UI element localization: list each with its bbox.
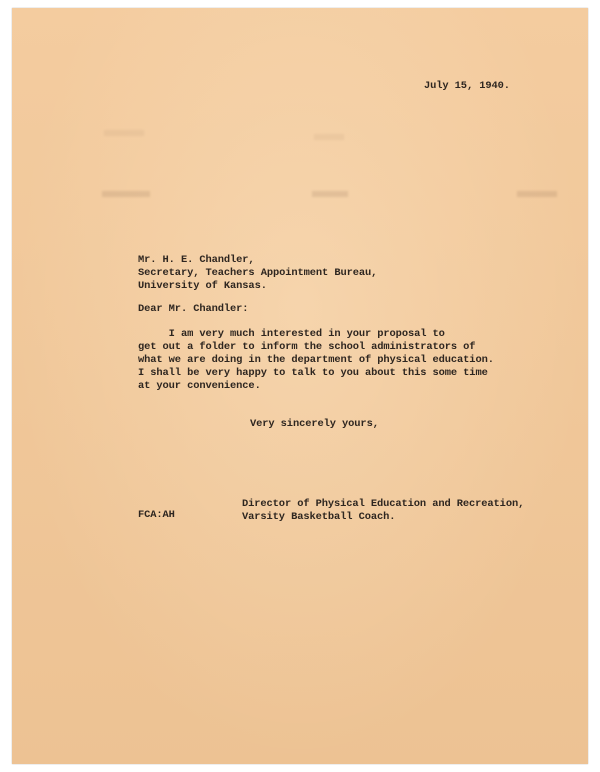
bleed-through-mark bbox=[102, 191, 150, 197]
recipient-line-2: Secretary, Teachers Appointment Bureau, bbox=[138, 267, 378, 279]
bleed-through-mark bbox=[517, 191, 557, 197]
bleed-through-mark bbox=[312, 191, 348, 197]
signature-title-line-2: Varsity Basketball Coach. bbox=[242, 511, 396, 523]
signature-title-line-1: Director of Physical Education and Recreation, bbox=[242, 498, 525, 510]
body-line-2: get out a folder to inform the school administrators of bbox=[138, 341, 476, 353]
letter-date: July 15, 1940. bbox=[424, 80, 510, 92]
body-line-3: what we are doing in the department of physical education. bbox=[138, 354, 494, 366]
bleed-through-mark bbox=[314, 134, 344, 140]
typist-initials: FCA:AH bbox=[138, 509, 175, 521]
recipient-line-1: Mr. H. E. Chandler, bbox=[138, 254, 255, 266]
letter-page bbox=[12, 8, 588, 764]
body-line-4: I shall be very happy to talk to you about this some time bbox=[138, 367, 488, 379]
body-line-5: at your convenience. bbox=[138, 380, 261, 392]
salutation: Dear Mr. Chandler: bbox=[138, 303, 249, 315]
recipient-line-3: University of Kansas. bbox=[138, 280, 267, 292]
bleed-through-mark bbox=[104, 130, 144, 136]
closing: Very sincerely yours, bbox=[250, 418, 379, 430]
body-line-1: I am very much interested in your proposal to bbox=[138, 328, 445, 340]
